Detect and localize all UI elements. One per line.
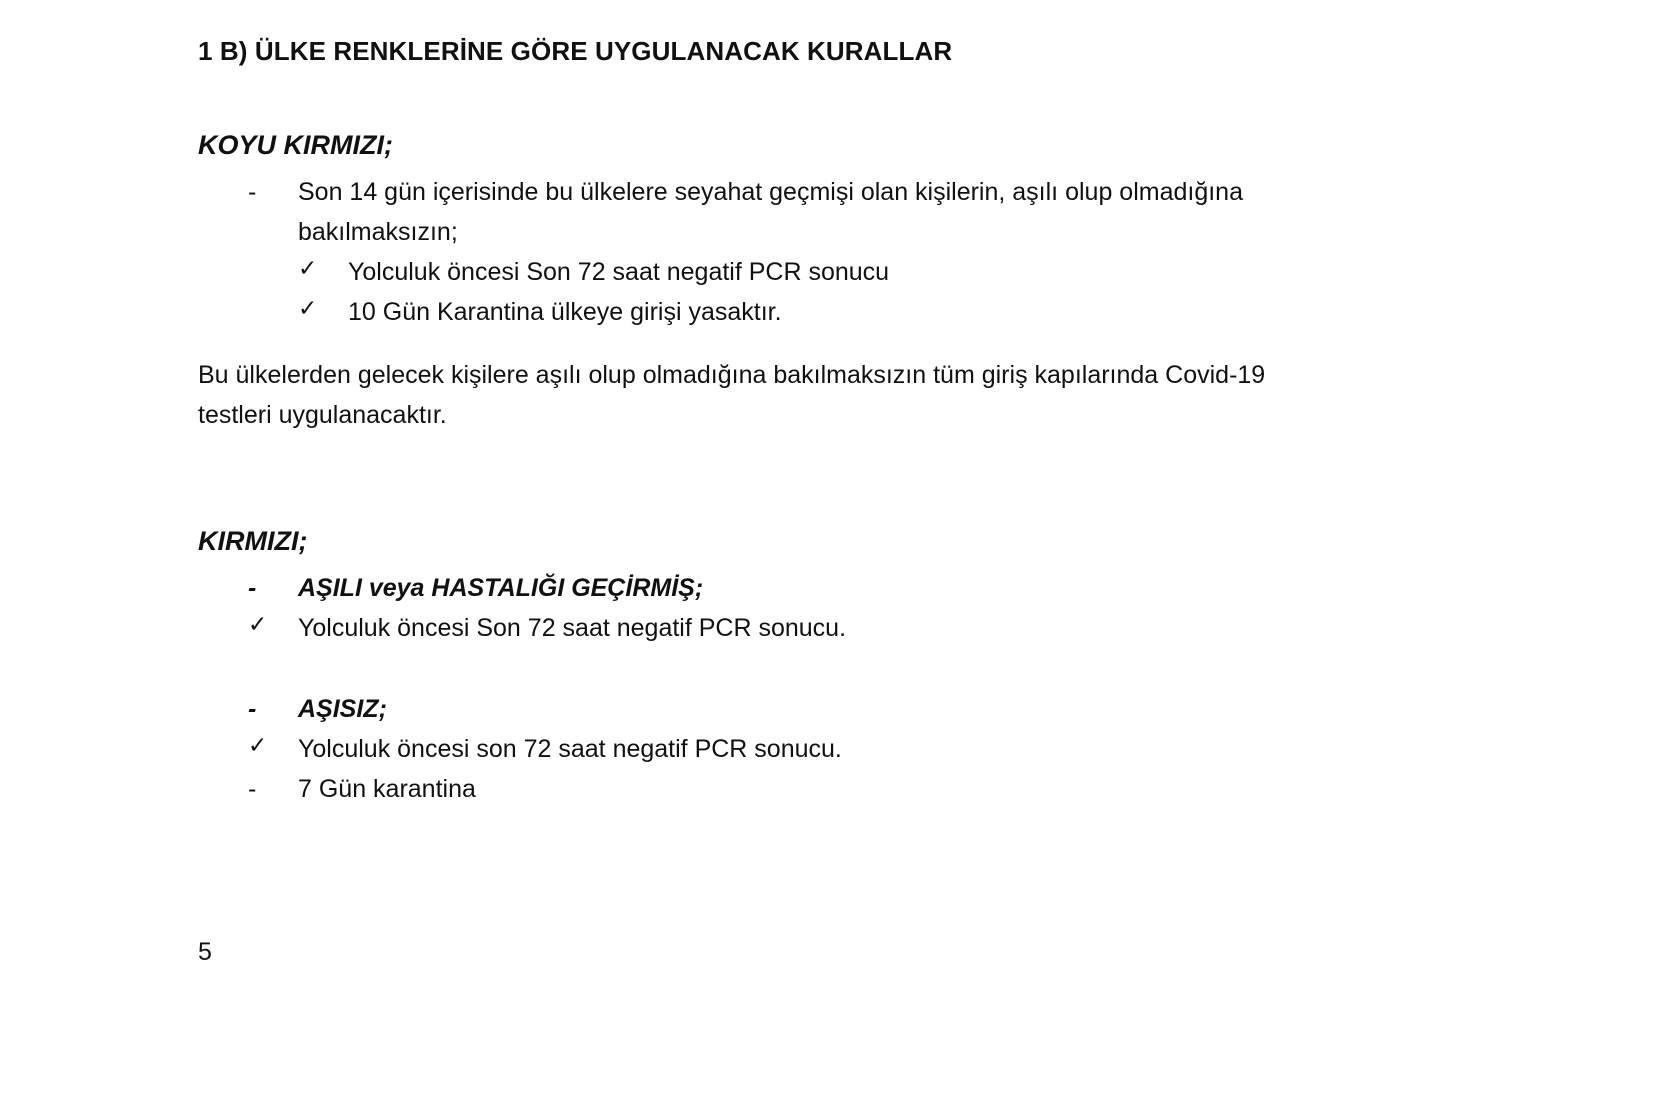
dash-bullet-icon: -	[248, 178, 257, 206]
dash-bullet-icon: -	[248, 574, 257, 602]
check-item: 10 Gün Karantina ülkeye girişi yasaktır.	[348, 298, 782, 326]
page-number: 5	[198, 938, 212, 966]
group-label-asisiz: AŞISIZ;	[298, 695, 387, 723]
intro-text-line-1: Son 14 gün içerisinde bu ülkelere seyahat geçmişi olan kişilerin, aşılı olup olmadığına	[298, 178, 1243, 206]
section-heading-kirmizi: KIRMIZI;	[198, 526, 308, 556]
checkmark-icon: ✓	[298, 256, 318, 282]
document-title: 1 B) ÜLKE RENKLERİNE GÖRE UYGULANACAK KURALLAR	[198, 36, 953, 66]
note-text-line-2: testleri uygulanacaktır.	[198, 401, 447, 429]
dash-bullet-icon: -	[248, 775, 257, 803]
section-heading-koyu-kirmizi: KOYU KIRMIZI;	[198, 130, 393, 160]
group-item: Yolculuk öncesi Son 72 saat negatif PCR sonucu.	[298, 614, 847, 642]
group-item: 7 Gün karantina	[298, 775, 476, 803]
note-text-line-1: Bu ülkelerden gelecek kişilere aşılı olup olmadığına bakılmaksızın tüm giriş kapılarında Covid-19	[198, 361, 1266, 389]
group-item: Yolculuk öncesi son 72 saat negatif PCR sonucu.	[298, 735, 842, 763]
check-item: Yolculuk öncesi Son 72 saat negatif PCR sonucu	[348, 258, 890, 286]
group-label-asili: AŞILI veya HASTALIĞI GEÇİRMİŞ;	[298, 574, 704, 602]
checkmark-icon: ✓	[248, 612, 268, 638]
checkmark-icon: ✓	[248, 733, 268, 759]
intro-text-line-2: bakılmaksızın;	[298, 218, 458, 246]
checkmark-icon: ✓	[298, 296, 318, 322]
dash-bullet-icon: -	[248, 695, 257, 723]
